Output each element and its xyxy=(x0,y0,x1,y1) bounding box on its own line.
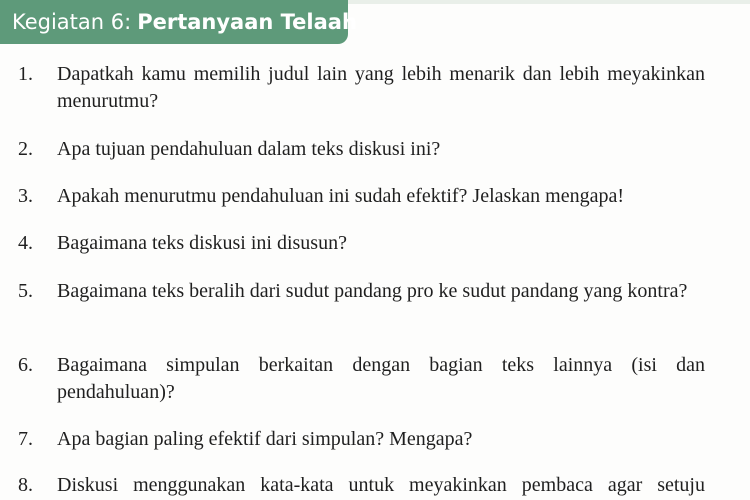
question-text: Bagaimana teks beralih dari sudut pandang pro ke sudut pandang yang kontra? xyxy=(57,280,688,302)
question-number: 4. xyxy=(18,232,33,254)
question-number: 6. xyxy=(18,354,33,376)
question-number: 8. xyxy=(18,474,33,496)
question-text: Apakah menurutmu pendahuluan ini sudah efektif? Jelaskan mengapa! xyxy=(57,185,625,207)
activity-label: Kegiatan 6: xyxy=(12,10,132,34)
activity-title: Pertanyaan Telaah xyxy=(137,10,357,34)
question-text: Bagaimana simpulan berkaitan dengan bagian teks lainnya (isi dan pendahuluan)? xyxy=(57,354,705,403)
question-text: Apa bagian paling efektif dari simpulan? Mengapa? xyxy=(57,428,473,450)
question-number: 5. xyxy=(18,280,33,302)
question-text: Bagaimana teks diskusi ini disusun? xyxy=(57,232,347,254)
question-number: 2. xyxy=(18,138,33,160)
question-number: 7. xyxy=(18,428,33,450)
question-text: Apa tujuan pendahuluan dalam teks diskusi ini? xyxy=(57,138,441,160)
question-number: 3. xyxy=(18,185,33,207)
question-text: Dapatkah kamu memilih judul lain yang lebih menarik dan lebih meyakinkan menurutmu? xyxy=(57,63,705,112)
question-number: 1. xyxy=(18,63,33,85)
question-text: Diskusi menggunakan kata-kata untuk meyakinkan pembaca agar setuju xyxy=(57,474,705,496)
